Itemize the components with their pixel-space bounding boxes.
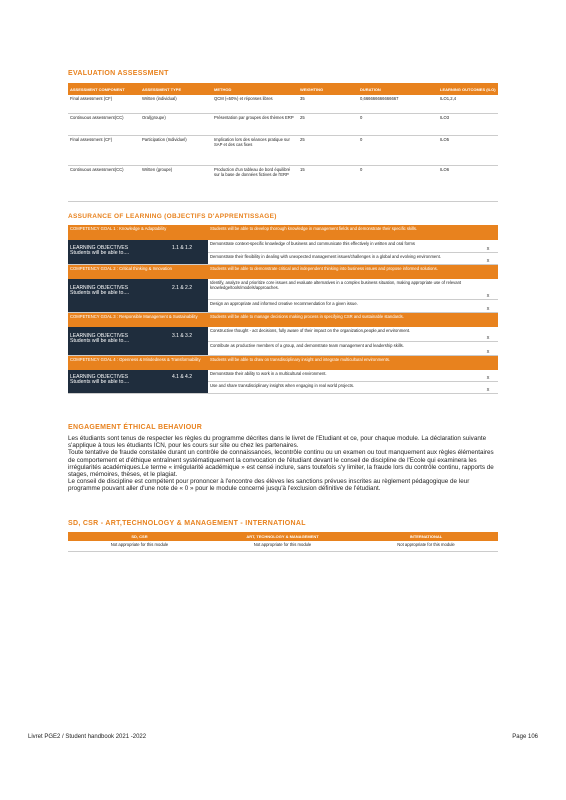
competency-goal-name: COMPETENCY GOAL 1 : Knowledge & Adaptability xyxy=(68,225,208,240)
competency-goal-desc: Students will be able to manage decisions making process in specifying CSR and sustainable standards. xyxy=(208,312,498,327)
sdcsr-table xyxy=(68,532,498,552)
sdcsr-header-art: ART, TECHNOLOGY & MANAGEMENT xyxy=(211,532,354,541)
lo-label: LEARNING OBJECTIVES xyxy=(70,374,129,380)
learning-objectives-cell xyxy=(68,370,208,393)
competency-goal-name: COMPETENCY GOAL 2 : Critical thinking & Innovation xyxy=(68,264,208,279)
eval-cell: ILO5 xyxy=(438,135,498,165)
learning-objectives-cell xyxy=(68,327,208,355)
eval-header-type: ASSESSMENT TYPE xyxy=(140,83,212,95)
sdcsr-title: SD, CSR - ART,TECHNOLOGY & MANAGEMENT - INTERNATIONAL xyxy=(68,520,306,527)
learning-objectives-cell xyxy=(68,240,208,264)
objective-text: Demonstrate context-specific knowledge of business and communicate this effectively in written and oral forms xyxy=(208,240,478,252)
eval-cell: 0 xyxy=(358,135,438,165)
eval-row xyxy=(68,113,498,135)
lo-label: LEARNING OBJECTIVES xyxy=(70,333,129,339)
eval-cell: Continuous assessment(CC) xyxy=(68,165,140,201)
competency-goal-row xyxy=(68,225,498,240)
learning-objectives-cell xyxy=(68,279,208,312)
lo-label: LEARNING OBJECTIVES xyxy=(70,245,129,251)
objective-mark: X xyxy=(478,341,498,355)
lo-ref: 3.1 & 3.2 xyxy=(171,333,192,339)
objective-text: Identify, analyze and prioritize core issues and evaluate alternatives in a complex business situation, making appropriate use of relevant knowledge/tools/models/approaches. xyxy=(208,279,478,299)
competency-goal-name: COMPETENCY GOAL 3 : Responsible Management & Sustainability xyxy=(68,312,208,327)
eval-cell: Continuous assessment(CC) xyxy=(68,113,140,135)
eval-cell: 35 xyxy=(298,95,358,113)
eval-cell: ILO6 xyxy=(438,165,498,201)
objective-row xyxy=(68,370,498,381)
eval-row xyxy=(68,95,498,113)
competency-goal-row xyxy=(68,264,498,279)
eval-cell: Written (individual) xyxy=(140,95,212,113)
objective-text: Design an appropriate and informed creative recommendation for a given issue. xyxy=(208,299,478,312)
sdcsr-value: Not appropriate for this module xyxy=(354,541,498,551)
lo-ref: 4.1 & 4.2 xyxy=(171,374,192,380)
competency-goal-desc: Students will be able to draw on transdisciplinary insight and integrate multicultural environments. xyxy=(208,355,498,370)
eval-cell: Participation (Individuel) xyxy=(140,135,212,165)
eval-row xyxy=(68,135,498,165)
lo-text: Students will be able to.... xyxy=(70,338,130,344)
eval-header-duration: DURATION xyxy=(358,83,438,95)
sdcsr-header-international: INTERNATIONAL xyxy=(354,532,498,541)
objective-row xyxy=(68,279,498,299)
lo-text: Students will be able to.... xyxy=(70,379,130,385)
eval-cell: ILO1,2,4 xyxy=(438,95,498,113)
eval-cell: Présentation par groupes des thèmes ERP xyxy=(212,113,298,135)
ethics-title: ENGAGEMENT ÉTHICAL BEHAVIOUR xyxy=(68,424,203,431)
lo-ref: 1.1 & 1.2 xyxy=(171,245,192,251)
sdcsr-value: Not appropriate for this module xyxy=(211,541,354,551)
ethics-body xyxy=(68,435,500,493)
eval-cell: 0,666666666666667 xyxy=(358,95,438,113)
footer-page-number: Page 106 xyxy=(512,734,538,740)
eval-cell: Implication lors des séances pratique sur SAP et des cas fixes xyxy=(212,135,298,165)
aol-table xyxy=(68,225,498,394)
ethics-paragraph-1: Les étudiants sont tenus de respecter les règles du programme décrites dans le livret de l'Etudiant et ce, pour chaque module. La déclaration suivante s'applique à tous les étudiants ICN, pour les cours sur site ou chez les partenaires. xyxy=(68,435,487,450)
competency-goal-row xyxy=(68,312,498,327)
eval-cell: Oral(groupe) xyxy=(140,113,212,135)
eval-cell: 25 xyxy=(298,135,358,165)
objective-mark: X xyxy=(478,252,498,264)
eval-cell: Final assessment (CF) xyxy=(68,95,140,113)
objective-mark: X xyxy=(478,299,498,312)
objective-mark: X xyxy=(478,370,498,381)
footer-handbook: Livret PGE2 / Student handbook 2021 -2022 xyxy=(28,734,147,740)
sdcsr-value: Not appropriate for this module xyxy=(68,541,211,551)
eval-cell: QCM (≈50%) et réponses libres xyxy=(212,95,298,113)
lo-ref: 2.1 & 2.2 xyxy=(171,285,192,291)
sdcsr-header-csr: SD, CSR xyxy=(68,532,211,541)
objective-mark: X xyxy=(478,327,498,341)
ethics-paragraph-2: Toute tentative de fraude constatée durant un contrôle de connaissances, lecontrôle continu ou un examen ou tout manquement aux règles élémentaires de comportement et d'éthique entraînent systématiquement la convocation de l'étudiant devant le conseil de discipline de l'Ecole qui examinera les irrégularités académiques.Le terme « irrégularité académique » est censé inclure, sans toutefois s'y limiter, la fraude lors du contrôle continu, rapports de stages, mémoires, thèses, et le plagiat. xyxy=(68,449,494,479)
objective-text: Demonstrate their ability to work in a multicultural environment. xyxy=(208,370,478,381)
eval-cell: Production d'un tableau de bord équilibré sur la base de données fictives de l'ERP xyxy=(212,165,298,201)
objective-row xyxy=(68,327,498,341)
objective-text: Constructive thought - act decisions, fully aware of their impact on the organization,people,and environment. xyxy=(208,327,478,341)
objective-mark: X xyxy=(478,240,498,252)
sdcsr-row xyxy=(68,541,498,551)
eval-header-weighting: WEIGHTING xyxy=(298,83,358,95)
eval-cell: Final assessment (CF) xyxy=(68,135,140,165)
eval-header-ilo: LEARNING OUTCOMES (ILO) xyxy=(438,83,498,95)
competency-goal-name: COMPETENCY GOAL 4 : Openness & Mindedness & Transformability xyxy=(68,355,208,370)
objective-mark: X xyxy=(478,279,498,299)
eval-cell: 0 xyxy=(358,113,438,135)
eval-cell: Written (groupe) xyxy=(140,165,212,201)
evaluation-table xyxy=(68,83,498,202)
eval-header-method: METHOD xyxy=(212,83,298,95)
objective-text: Use and share transdisciplinary insights when engaging in real world projects. xyxy=(208,381,478,393)
eval-header-component: ASSESSMENT COMPONENT xyxy=(68,83,140,95)
ethics-paragraph-3: Le conseil de discipline est compétent pour prononcer à l'encontre des élèves les sanctions prévues inscrites au règlement pédagogique de leur programme pouvant aller d'une note de « 0 » pour le module concerné jusqu'à l'exclusion définitive de l'étudiant. xyxy=(68,478,470,493)
objective-row xyxy=(68,240,498,252)
objective-text: Contribute as productive members of a group, and demonstrate team management and leadership skills. xyxy=(208,341,478,355)
eval-row xyxy=(68,165,498,201)
aol-title: ASSURANCE OF LEARNING (OBJECTIFS D'APPRENTISSAGE) xyxy=(68,213,277,220)
lo-label: LEARNING OBJECTIVES xyxy=(70,285,129,291)
competency-goal-row xyxy=(68,355,498,370)
objective-mark: X xyxy=(478,381,498,393)
lo-text: Students will be able to.... xyxy=(70,250,130,256)
evaluation-title: EVALUATION ASSESSMENT xyxy=(68,70,169,77)
eval-cell: 15 xyxy=(298,165,358,201)
objective-text: Demonstrate their flexibility in dealing with unexpected management issues/challenges in a global and evolving environment. xyxy=(208,252,478,264)
competency-goal-desc: Students will be able to demonstrate critical and independent thinking into business issues and propose informed solutions. xyxy=(208,264,498,279)
competency-goal-desc: Students will be able to develop thorough knowledge in management fields and demonstrate their specific skills. xyxy=(208,225,498,240)
eval-cell: ILO3 xyxy=(438,113,498,135)
lo-text: Students will be able to.... xyxy=(70,290,130,296)
eval-cell: 25 xyxy=(298,113,358,135)
eval-cell: 0 xyxy=(358,165,438,201)
